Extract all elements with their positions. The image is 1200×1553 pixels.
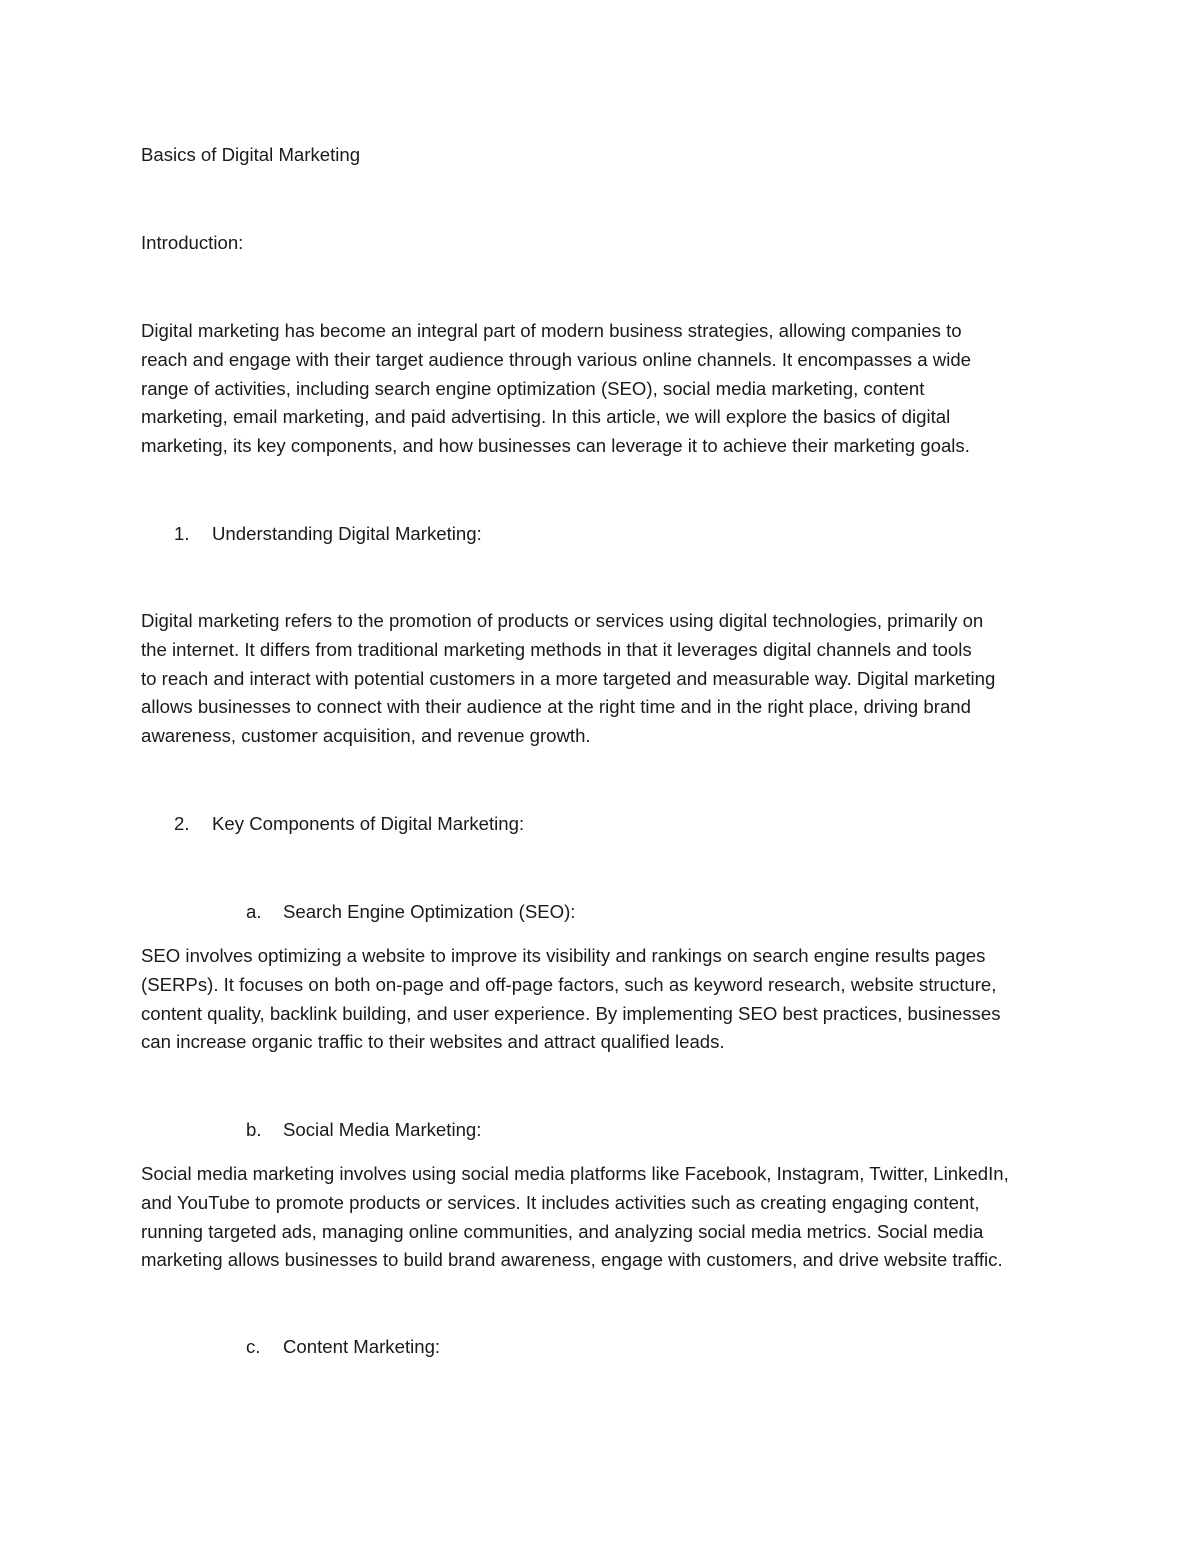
paragraph-line: to reach and interact with potential customers in a more targeted and measurable way. Digital marketing [141,667,996,689]
subsection-a-heading: Search Engine Optimization (SEO): [283,901,576,922]
paragraph-line: SEO involves optimizing a website to improve its visibility and rankings on search engine results pages [141,945,986,966]
paragraph-line: awareness, customer acquisition, and revenue growth. [141,725,591,747]
paragraph-line: range of activities, including search engine optimization (SEO), social media marketing, content [141,377,925,399]
section-1-number: 1. [174,523,190,544]
section-2-number: 2. [174,813,190,834]
subsection-a-letter: a. [246,901,262,922]
paragraph-line: can increase organic traffic to their websites and attract qualified leads. [141,1031,725,1053]
subsection-c-letter: c. [246,1336,261,1357]
section-1-paragraph [141,607,1061,751]
section-1-heading: Understanding Digital Marketing: [212,523,482,544]
paragraph-line: Digital marketing refers to the promotion of products or services using digital technologies, primarily on [141,610,984,631]
subsection-c-heading: Content Marketing: [283,1336,441,1357]
paragraph-line: (SERPs). It focuses on both on-page and off-page factors, such as keyword research, website structure, [141,973,997,995]
document-title: Basics of Digital Marketing [141,144,361,165]
paragraph-line: running targeted ads, managing online communities, and analyzing social media metrics. Social media [141,1220,984,1242]
introduction-heading: Introduction: [141,232,244,253]
subsection-b-heading: Social Media Marketing: [283,1119,482,1140]
paragraph-line: allows businesses to connect with their audience at the right time and in the right place, driving brand [141,696,971,718]
paragraph-line: Social media marketing involves using social media platforms like Facebook, Instagram, Twitter, LinkedIn, [141,1163,1009,1184]
paragraph-line: content quality, backlink building, and user experience. By implementing SEO best practices, businesses [141,1002,1001,1024]
paragraph-line: marketing allows businesses to build brand awareness, engage with customers, and drive website traffic. [141,1249,1003,1271]
paragraph-line: reach and engage with their target audience through various online channels. It encompasses a wide [141,348,972,370]
paragraph-line: and YouTube to promote products or services. It includes activities such as creating engaging content, [141,1191,980,1213]
paragraph-line: Digital marketing has become an integral part of modern business strategies, allowing companies to [141,320,962,341]
paragraph-line: marketing, its key components, and how businesses can leverage it to achieve their marketing goals. [141,435,970,457]
introduction-paragraph [141,317,1061,461]
subsection-b-paragraph [141,1160,1061,1275]
subsection-a-paragraph [141,942,1061,1057]
paragraph-line: the internet. It differs from traditional marketing methods in that it leverages digital channels and tools [141,638,972,660]
section-2-heading: Key Components of Digital Marketing: [212,813,525,834]
subsection-b-letter: b. [246,1119,262,1140]
paragraph-line: marketing, email marketing, and paid advertising. In this article, we will explore the basics of digital [141,406,951,428]
